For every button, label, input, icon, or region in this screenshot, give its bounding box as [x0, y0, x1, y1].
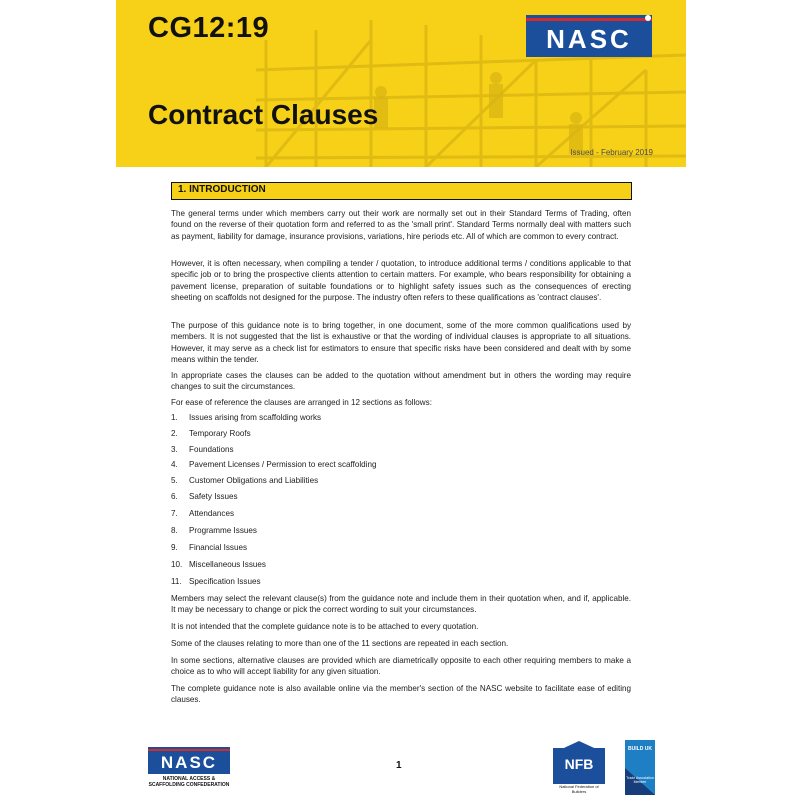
list-text: Financial Issues	[189, 543, 248, 552]
list-number: 7.	[171, 509, 178, 518]
list-text: Customer Obligations and Liabilities	[189, 476, 319, 485]
section-heading	[171, 182, 632, 200]
logo-red-stripe	[148, 749, 230, 751]
list-number: 10.	[171, 560, 183, 569]
list-text: Safety Issues	[189, 492, 238, 501]
logo-box	[148, 747, 230, 774]
header-band	[116, 0, 686, 167]
list-text: Issues arising from scaffolding works	[189, 413, 322, 422]
list-number: 8.	[171, 526, 178, 535]
list-number: 2.	[171, 429, 178, 438]
list-text: Programme Issues	[189, 526, 257, 535]
paragraph: However, it is often necessary, when compiling a tender / quotation, to introduce additional terms / conditions applicable to that specific job or to bring the prospective clients attention to certain matters. For example, who bears responsibility for obtaining a pavement license, preparation of suitable foundations or to highlight safety issues such as the consequences of erecting sheeting on scaffolds not designed for the purpose. The industry often refers to these qualifications as 'contract clauses'.	[171, 259, 631, 303]
paragraph: Members may select the relevant clause(s) from the guidance note and include them in their quotation when, and if, applicable. It may be necessary to change or pick the correct wording to suit your circumstances.	[171, 594, 631, 615]
logo-red-stripe	[526, 18, 652, 21]
list-text: Attendances	[189, 509, 234, 518]
paragraph: In some sections, alternative clauses are provided which are diametrically opposite to each other requiring members to make a choice as to who will accept liability for any given situation.	[171, 656, 631, 677]
list-text: Temporary Roofs	[189, 429, 251, 438]
list-number: 11.	[171, 577, 182, 586]
issue-date: Issued - February 2019	[570, 148, 653, 157]
list-number: 3.	[171, 445, 178, 454]
nfb-logo	[553, 741, 605, 794]
list-text: Miscellaneous Issues	[189, 560, 266, 569]
paragraph: It is not intended that the complete guidance note is to be attached to every quotation.	[171, 622, 479, 631]
nfb-text: NFB	[564, 756, 594, 772]
badge-subtitle: Trade Association Member	[626, 776, 654, 784]
page-title: Contract Clauses	[148, 99, 379, 130]
paragraph: Some of the clauses relating to more than one of the 11 sections are repeated in each section.	[171, 639, 509, 648]
list-number: 9.	[171, 543, 178, 552]
logo-text: NASC	[160, 753, 218, 772]
badge-text: BUILD UK	[628, 746, 652, 752]
paragraph: The general terms under which members carry out their work are normally set out in their Standard Terms of Trading, often found on the reverse of their quotation form and referred to as the 'small print'. Standard Terms normally deal with matters such as payment, liability for damage, insurance provisions, variations, hire periods etc. All of which are common to every contract.	[171, 209, 631, 241]
paragraph: In appropriate cases the clauses can be added to the quotation without amendment but in others the wording may require changes to suit the circumstances.	[171, 371, 631, 392]
nasc-logo-header	[526, 15, 652, 57]
paragraph: For ease of reference the clauses are arranged in 12 sections as follows:	[171, 398, 432, 407]
document-page	[116, 0, 686, 801]
list-number: 1.	[171, 413, 178, 422]
section-heading-label: 1. INTRODUCTION	[178, 184, 266, 195]
document-code: CG12:19	[148, 12, 270, 44]
build-uk-badge	[625, 740, 655, 795]
list-number: 5.	[171, 476, 178, 485]
list-text: Pavement Licenses / Permission to erect scaffolding	[189, 460, 377, 469]
logo-subtitle: NATIONAL ACCESS & SCAFFOLDING CONFEDERATION	[148, 776, 230, 788]
page-number: 1	[396, 760, 402, 771]
list-text: Foundations	[189, 445, 234, 454]
logo-text: NASC	[546, 24, 632, 54]
nfb-subtitle: National Federation of Builders	[559, 784, 599, 794]
paragraph: The complete guidance note is also available online via the member's section of the NASC website to facilitate ease of editing clauses.	[171, 684, 631, 705]
registered-mark-icon	[645, 15, 651, 21]
nasc-logo-footer	[148, 747, 230, 789]
paragraph: The purpose of this guidance note is to bring together, in one document, some of the more common qualifications used by members. It is not suggested that the list is exhaustive or that the wording of individual clauses is appropriate to all situations. However, it may serve as a check list for estimators to ensure that specific risks have been considered and dealt with by some means within the tender.	[171, 321, 631, 365]
list-number: 6.	[171, 492, 178, 501]
list-number: 4.	[171, 460, 178, 469]
list-text: Specification Issues	[189, 577, 261, 586]
